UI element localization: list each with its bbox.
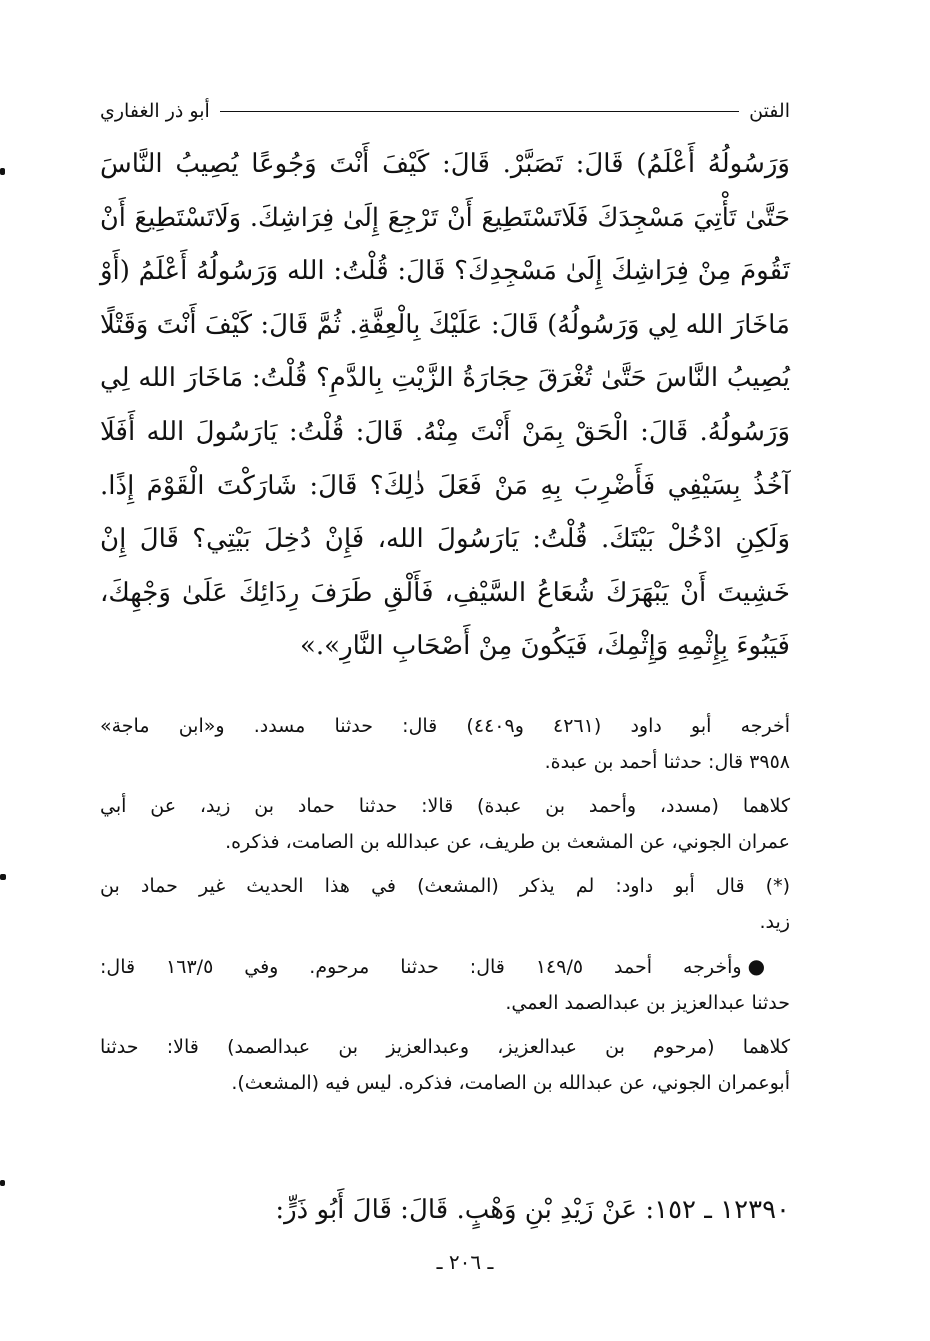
note-line: كلاهما (مرحوم بن عبدالعزيز، وعبدالعزيز بن عبدالصمد) قالا: حدثنا (100, 1036, 790, 1058)
note-paragraph (100, 788, 790, 860)
bullet-icon: ● (747, 954, 790, 978)
text-line: فَيَبُوءَ بِإِثْمِهِ وَإِثْمِكَ، فَيَكُونَ مِنْ أَصْحَابِ النَّارِ».» (300, 631, 790, 662)
note-paragraph (100, 948, 790, 1021)
header-narrator-title: أبو ذر الغفاري (100, 100, 210, 122)
note-line: (*) قال أبو داود: لم يذكر (المشعث) في هذا الحديث غير حماد بن (100, 875, 790, 897)
text-line: وَرَسُولُهُ. قَالَ: الْحَقْ بِمَنْ أَنْتَ مِنْهُ. قَالَ: قُلْتُ: يَارَسُولَ الله أَفَلَا (100, 416, 790, 447)
text-line: وَلَكِنِ ادْخُلْ بَيْتَكَ. قُلْتُ: يَارَسُولَ الله، فَإِنْ دُخِلَ بَيْتِي؟ قَالَ إِنْ (100, 524, 790, 555)
note-paragraph (100, 708, 790, 780)
scan-mark (0, 874, 6, 880)
note-paragraph (100, 1029, 790, 1101)
note-line: عمران الجوني، عن المشعث بن طريف، عن عبدالله بن الصامت، فذكره. (225, 831, 790, 853)
text-line: خَشِيتَ أَنْ يَبْهَرَكَ شُعَاعُ السَّيْفِ، فَأَلْقِ طَرَفَ رِدَائِكَ عَلَىٰ وَجْهِكَ، (100, 577, 790, 608)
note-line: زيد. (759, 911, 790, 933)
text-line: آخُذُ بِسَيْفِي فَأَضْرِبَ بِهِ مَنْ فَعَلَ ذٰلِكَ؟ قَالَ: شَارَكْتَ الْقَوْمَ إِذًا. (100, 470, 790, 501)
text-line: يُصِيبُ النَّاسَ حَتَّىٰ تُغْرَقَ حِجَارَةُ الزَّيْتِ بِالدَّمِ؟ قُلْتُ: مَاخَارَ الله لِي (100, 363, 790, 394)
text-line: تَقُومَ مِنْ فِرَاشِكَ إِلَىٰ مَسْجِدِكَ؟ قَالَ: قُلْتُ: الله وَرَسُولُهُ أَعْلَمُ (أَوْ (100, 256, 790, 287)
header-rule (220, 111, 739, 112)
note-paragraph (100, 868, 790, 940)
note-line: أبوعمران الجوني، عن عبدالله بن الصامت، فذكره. ليس فيه (المشعث). (231, 1072, 790, 1094)
running-header (100, 94, 790, 128)
header-chapter-title: الفتن (749, 100, 790, 122)
note-line (100, 948, 790, 985)
note-line: حدثنا عبدالعزيز بن عبدالصمد العمي. (505, 992, 790, 1014)
note-line-text: وأخرجه أحمد ١٤٩/٥ قال: حدثنا مرحوم. وفي ١٦٣/٥ قال: (100, 956, 742, 978)
note-line: كلاهما (مسدد، وأحمد بن عبدة) قالا: حدثنا حماد بن زيد، عن أبي (100, 795, 790, 817)
scan-mark (0, 1180, 5, 1186)
hadith-text (100, 138, 790, 674)
takhrij-notes (100, 708, 790, 1109)
next-hadith-heading: ١٢٣٩٠ ـ ١٥٢: عَنْ زَيْدِ بْنِ وَهْبٍ. قَالَ: قَالَ أَبُو ذَرٍّ: (275, 1195, 790, 1225)
text-line: حَتَّىٰ تَأْتِيَ مَسْجِدَكَ فَلَاتَسْتَطِيعَ أَنْ تَرْجِعَ إِلَىٰ فِرَاشِكَ. وَلَاتَسْتَطِيعَ أَنْ (100, 202, 790, 233)
text-line: وَرَسُولُهُ أَعْلَمُ) قَالَ: تَصَبَّرْ. قَالَ: كَيْفَ أَنْتَ وَجُوعًا يُصِيبُ النَّاسَ (100, 149, 790, 179)
note-line: أخرجه أبو داود (٤٢٦١ و٤٤٠٩) قال: حدثنا مسدد. و«ابن ماجة» (100, 715, 791, 737)
note-line: ٣٩٥٨ قال: حدثنا أحمد بن عبدة. (544, 751, 790, 773)
page-number: ـ ٢٠٦ ـ (436, 1250, 494, 1274)
scan-mark (0, 168, 5, 175)
text-line: مَاخَارَ الله لِي وَرَسُولُهُ) قَالَ: عَلَيْكَ بِالْعِفَّةِ. ثُمَّ قَالَ: كَيْفَ أَنْتَ وَقَتْلًا (100, 309, 790, 340)
